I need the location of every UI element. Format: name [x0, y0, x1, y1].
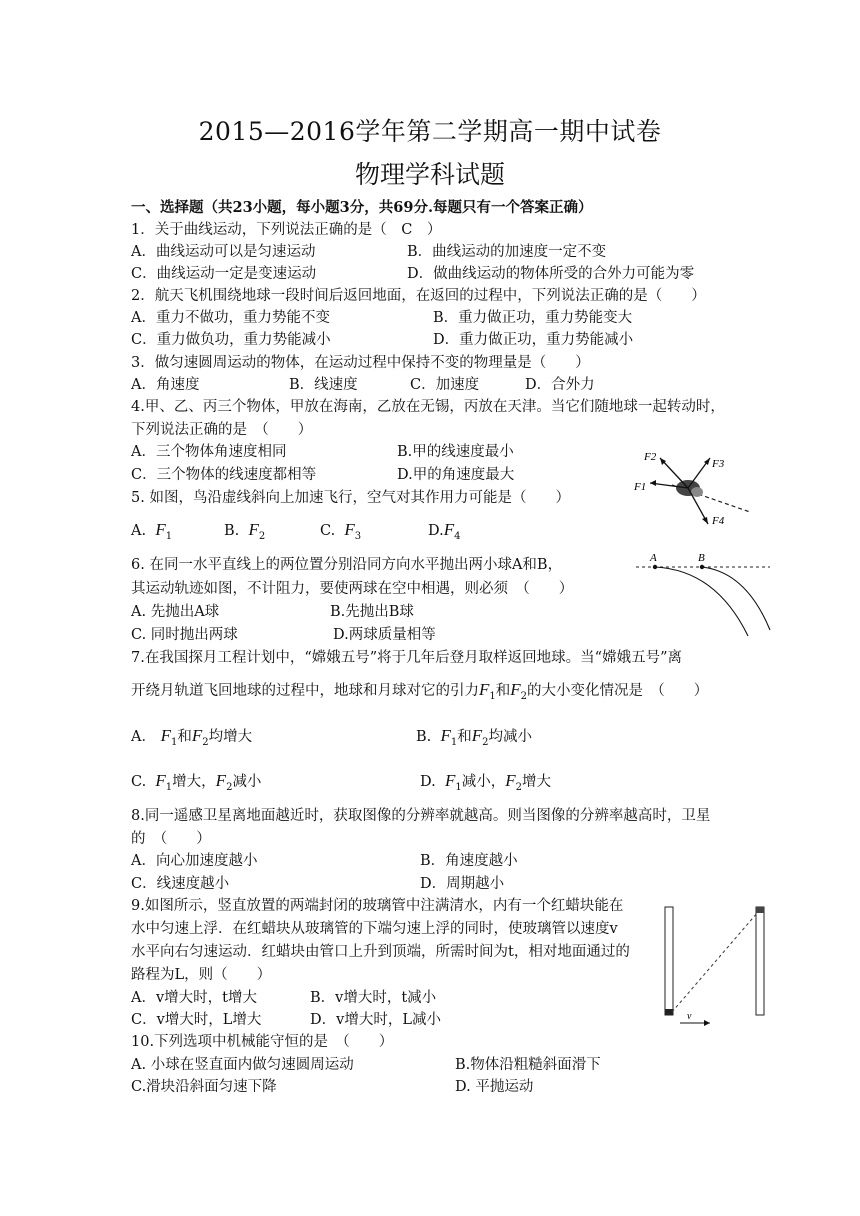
trajectory-a — [655, 567, 748, 636]
projectile-figure — [636, 550, 772, 640]
q9-option-d: D．v增大时，L减小 — [310, 1012, 441, 1028]
q2-option-d: D．重力做正功，重力势能减小 — [433, 332, 634, 348]
q4-option-a: A．三个物体角速度相同 — [131, 444, 287, 460]
q9-stem-line1: 9.如图所示，竖直放置的两端封闭的玻璃管中注满清水，内有一个红蜡块能在 — [131, 898, 624, 914]
q3-option-a: A．角速度 — [131, 377, 200, 393]
trajectory-b — [702, 567, 770, 630]
q8-option-b: B．角速度越小 — [420, 853, 518, 869]
q1-stem: 1．关于曲线运动，下列说法正确的是（ C ） — [131, 222, 442, 238]
q4-option-d: D.甲的角速度最大 — [397, 467, 515, 483]
q7-stem-line2: 开绕月轨道飞回地球的过程中，地球和月球对它的引力$F_1$和$F_2$的大小变化情况是 （ ） — [131, 680, 709, 702]
q7-stem-line1: 7.在我国探月工程计划中，“嫦娥五号”将于几年后登月取样返回地球。当“嫦娥五号”离 — [131, 650, 682, 666]
q2-stem: 2．航天飞机围绕地球一段时间后返回地面，在返回的过程中，下列说法正确的是（ ） — [131, 288, 706, 304]
bird-force-figure — [630, 440, 752, 530]
q3-option-d: D．合外力 — [525, 377, 595, 393]
q9-option-a: A．v增大时，t增大 — [131, 990, 257, 1006]
q10-option-c: C.滑块沿斜面匀速下降 — [131, 1079, 277, 1095]
q3-option-b: B．线速度 — [289, 377, 358, 393]
q10-stem: 10.下列选项中机械能守恒的是 （ ） — [131, 1034, 394, 1050]
q10-option-b: B.物体沿粗糙斜面滑下 — [455, 1057, 601, 1073]
q8-option-d: D．周期越小 — [420, 876, 505, 892]
q1-option-b: B．曲线运动的加速度一定不变 — [407, 244, 607, 260]
q6-option-b: B.先抛出B球 — [330, 604, 414, 620]
q10-option-d: D. 平抛运动 — [455, 1079, 534, 1095]
tube-start — [665, 907, 673, 1015]
f4-label: F4 — [712, 515, 725, 527]
exam-subtitle: 物理学科试题 — [354, 160, 505, 189]
q9-stem-line2: 水中匀速上浮．在红蜡块从玻璃管的下端匀速上浮的同时，使玻璃管以速度v — [131, 921, 618, 937]
f3-label: F3 — [712, 458, 725, 470]
q4-stem-line2: 下列说法正确的是 （ ） — [131, 422, 313, 438]
label-b: B — [698, 552, 705, 564]
q7-option-a: A． $F_1$和$F_2$均增大 — [131, 726, 253, 748]
q9-option-c: C．v增大时，L增大 — [131, 1012, 262, 1028]
f2-label: F2 — [644, 451, 657, 463]
q5-stem: 5. 如图，鸟沿虚线斜向上加速飞行，空气对其作用力可能是（ ） — [131, 490, 570, 506]
q8-stem-line1: 8.同一遥感卫星离地面越近时，获取图像的分辨率就越高。则当图像的分辨率越高时，卫星 — [131, 808, 711, 824]
label-a: A — [650, 552, 657, 564]
q5-option-b: B. $F_2$ — [224, 520, 266, 542]
f1-label: F1 — [634, 481, 647, 493]
tube-end — [756, 907, 764, 1015]
q2-option-c: C．重力做负功，重力势能减小 — [131, 332, 331, 348]
q5-option-c: C. $F_3$ — [320, 520, 362, 542]
q10-option-a: A. 小球在竖直面内做匀速圆周运动 — [131, 1057, 354, 1073]
q5-option-a: A. $F_1$ — [131, 520, 173, 542]
q7-option-d: D. $F_1$减小，$F_2$增大 — [420, 771, 551, 793]
wax-block-start — [665, 1009, 673, 1015]
q1-option-d: D．做曲线运动的物体所受的合外力可能为零 — [407, 266, 695, 282]
q2-option-b: B．重力做正功，重力势能变大 — [433, 310, 633, 326]
q2-option-a: A．重力不做功，重力势能不变 — [131, 310, 330, 326]
exam-title: 2015—2016学年第二学期高一期中试卷 — [198, 117, 662, 146]
q9-stem-line4: 路程为L，则（ ） — [131, 967, 272, 983]
q8-option-a: A．向心加速度越小 — [131, 853, 258, 869]
q3-stem: 3．做匀速圆周运动的物体，在运动过程中保持不变的物理量是（ ） — [131, 355, 590, 371]
q6-option-a: A. 先抛出A球 — [131, 604, 220, 620]
q4-stem-line1: 4.甲、乙、丙三个物体，甲放在海南，乙放在无锡，丙放在天津。当它们随地球一起转动时， — [131, 399, 725, 415]
q9-stem-line3: 水平向右匀速运动．红蜡块由管口上升到顶端，所需时间为t，相对地面通过的 — [131, 944, 630, 960]
q5-option-d: $D.F_4$ — [428, 520, 461, 542]
q6-option-d: D.两球质量相等 — [333, 627, 436, 643]
q9-option-b: B．v增大时，t减小 — [310, 990, 437, 1006]
q4-option-b: B.甲的线速度最小 — [397, 444, 514, 460]
q6-option-c: C. 同时抛出两球 — [131, 627, 238, 643]
path-dashed-line — [672, 912, 758, 1012]
q8-option-c: C．线速度越小 — [131, 876, 230, 892]
q7-option-c: C. $F_1$增大，$F_2$减小 — [131, 771, 262, 793]
q6-stem-line1: 6. 在同一水平直线上的两位置分别沿同方向水平抛出两小球A和B， — [131, 557, 563, 573]
q8-stem-line2: 的 （ ） — [131, 831, 211, 847]
q6-stem-line2: 其运动轨迹如图，不计阻力，要使两球在空中相遇，则必须 （ ） — [131, 581, 574, 597]
q7-option-b: B. $F_1$和$F_2$均减小 — [416, 726, 533, 748]
velocity-label: v — [687, 1011, 692, 1022]
q4-option-c: C．三个物体的线速度都相等 — [131, 467, 317, 483]
q1-option-c: C．曲线运动一定是变速运动 — [131, 266, 317, 282]
q3-option-c: C．加速度 — [410, 377, 480, 393]
wax-block-end — [756, 907, 764, 913]
glass-tube-figure — [660, 902, 770, 1027]
section-heading: 一、选择题（共23小题，每小题3分，共69分.每题只有一个答案正确） — [131, 199, 593, 216]
q1-option-a: A．曲线运动可以是匀速运动 — [131, 244, 316, 260]
